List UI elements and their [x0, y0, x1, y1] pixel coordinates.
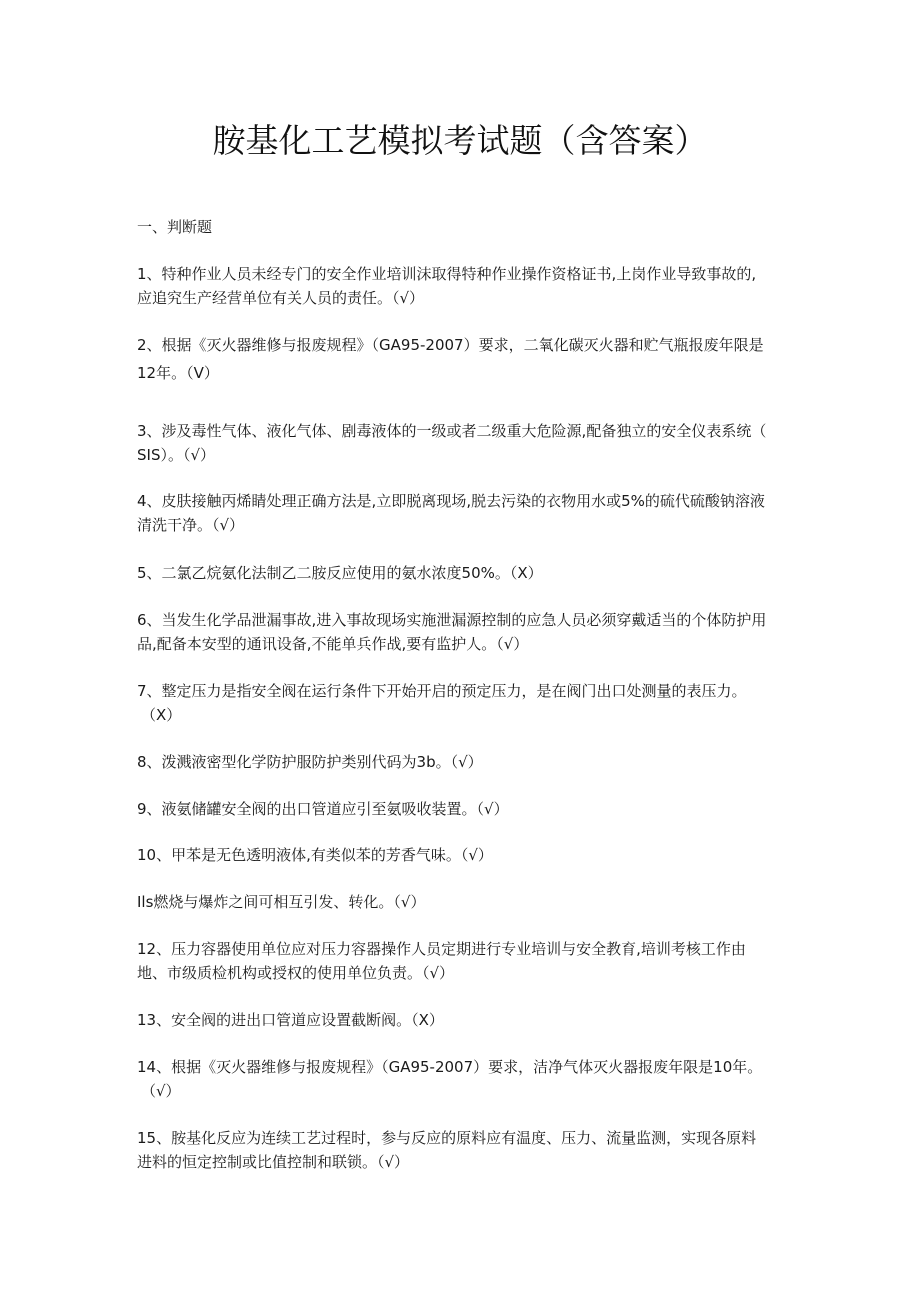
question-13: [137, 1008, 797, 1032]
question-line: 4、皮肤接触丙烯睛处理正确方法是,立即脱离现场,脱去污染的衣物用水或5%的硫代硫酸钠溶液: [137, 492, 765, 510]
question-1: [137, 262, 797, 310]
question-4: [137, 489, 797, 537]
question-line: Ils燃烧与爆炸之间可相互引发、转化。（√）: [137, 893, 426, 911]
question-line: 1、特种作业人员未经专门的安全作业培训沫取得特种作业操作资格证书,上岗作业导致事故的,: [137, 265, 757, 283]
question-3: [137, 419, 797, 467]
question-line: （√）: [141, 1082, 181, 1100]
question-line: 9、液氨储罐安全阀的出口管道应引至氨吸收装置。（√）: [137, 800, 509, 818]
question-line: 进料的恒定控制或比值控制和联锁。（√）: [137, 1153, 410, 1171]
question-line: （X）: [141, 706, 182, 724]
question-line: 5、二氯乙烷氨化法制乙二胺反应使用的氨水浓度50%。（X）: [137, 564, 543, 582]
question-line: 12年。（V）: [137, 364, 219, 382]
question-10: [137, 843, 797, 867]
question-line: 地、市级质检机构或授权的使用单位负责。（√）: [137, 964, 455, 982]
question-12: [137, 937, 797, 985]
question-7: [137, 679, 797, 727]
question-8: [137, 750, 797, 774]
question-2: [137, 333, 797, 385]
question-line: 12、压力容器使用单位应对压力容器操作人员定期进行专业培训与安全教育,培训考核工作由: [137, 940, 746, 958]
question-5: [137, 561, 797, 585]
question-line: 13、安全阀的进出口管道应设置截断阀。（X）: [137, 1011, 444, 1029]
question-line: 14、根据《灭火器维修与报废规程》（GA95-2007）要求，洁净气体灭火器报废年限是10年。: [137, 1058, 763, 1076]
question-line: 2、根据《灭火器维修与报废规程》（GA95-2007）要求，二氧化碳灭火器和贮气瓶报废年限是: [137, 336, 764, 354]
question-line: 8、泼溅液密型化学防护服防护类别代码为3b。（√）: [137, 753, 483, 771]
question-line: 7、整定压力是指安全阀在运行条件下开始开启的预定压力，是在阀门出口处测量的表压力。: [137, 682, 747, 700]
question-9: [137, 797, 797, 821]
section-heading: 一、判断题: [137, 218, 213, 236]
question-line: 品,配备本安型的通讯设备,不能单兵作战,要有监护人。（√）: [137, 635, 529, 653]
question-line: 应追究生产经营单位有关人员的责任。（√）: [137, 289, 425, 307]
question-6: [137, 608, 797, 656]
question-11: [137, 890, 797, 914]
question-line: 3、涉及毒性气体、液化气体、剧毒液体的一级或者二级重大危险源,配备独立的安全仪表系统（: [137, 422, 767, 440]
question-line: 6、当发生化学品泄漏事故,进入事故现场实施泄漏源控制的应急人员必须穿戴适当的个体防护用: [137, 611, 767, 629]
question-14: [137, 1055, 797, 1103]
question-line: 15、胺基化反应为连续工艺过程时，参与反应的原料应有温度、压力、流量监测，实现各原料: [137, 1129, 757, 1147]
question-15: [137, 1126, 797, 1174]
question-line: 10、甲苯是无色透明液体,有类似苯的芳香气味。（√）: [137, 846, 493, 864]
question-line: SIS）。（√）: [137, 446, 216, 464]
page-title: 胺基化工艺模拟考试题（含答案）: [212, 121, 708, 160]
question-line: 清洗干净。（√）: [137, 516, 245, 534]
